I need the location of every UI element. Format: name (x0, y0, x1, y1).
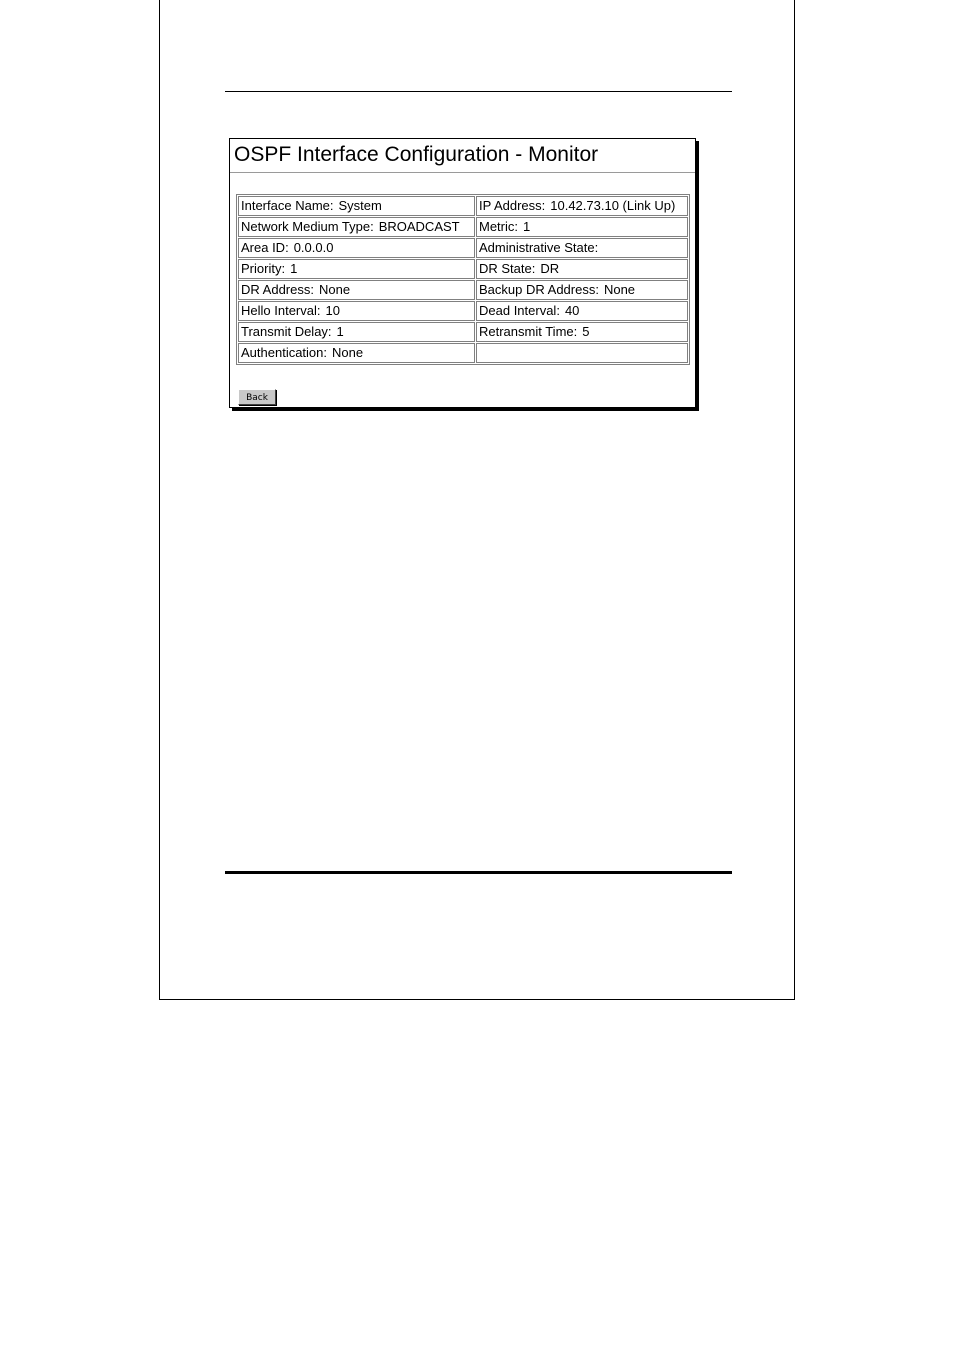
field-value: None (318, 282, 351, 297)
field-value: 1 (336, 324, 344, 339)
field-label: Transmit Delay: (241, 324, 332, 339)
field-value: 1 (290, 261, 298, 276)
field-value: 40 (564, 303, 580, 318)
field-label: Interface Name: (241, 198, 334, 213)
table-row (238, 259, 688, 279)
header-rule (225, 91, 732, 92)
field-value: 0.0.0.0 (293, 240, 334, 255)
table-row (238, 301, 688, 321)
dr-state-cell (476, 259, 688, 279)
page-title: OSPF Interface Configuration - Monitor (234, 143, 599, 166)
transmit-delay-cell (238, 322, 475, 342)
table-row (238, 196, 688, 216)
interface-name-cell (238, 196, 475, 216)
dead-interval-cell (476, 301, 688, 321)
field-label: Authentication: (241, 345, 328, 360)
field-label: Backup DR Address: (479, 282, 599, 297)
field-value: DR (540, 261, 560, 276)
priority-cell (238, 259, 475, 279)
field-label: Area ID: (241, 240, 289, 255)
table-row (238, 343, 688, 363)
field-label: Priority: (241, 261, 286, 276)
field-label: DR State: (479, 261, 536, 276)
ip-address-cell (476, 196, 688, 216)
admin-state-cell (476, 238, 688, 258)
title-divider (230, 172, 695, 173)
field-label: Administrative State: (479, 240, 599, 255)
hello-interval-cell (238, 301, 475, 321)
field-value: 10 (325, 303, 340, 318)
table-row (238, 217, 688, 237)
retransmit-time-cell (476, 322, 688, 342)
authentication-cell (238, 343, 475, 363)
field-value: None (332, 345, 364, 360)
dr-address-cell (238, 280, 475, 300)
footer-rule (225, 871, 732, 874)
field-value: BROADCAST (378, 219, 460, 234)
field-label: Metric: (479, 219, 518, 234)
field-label: DR Address: (241, 282, 314, 297)
field-value: 1 (523, 219, 531, 234)
empty-cell (476, 343, 688, 363)
metric-cell (476, 217, 688, 237)
field-label: Retransmit Time: (479, 324, 578, 339)
ospf-monitor-window (229, 138, 696, 408)
field-label: Network Medium Type: (241, 219, 374, 234)
interface-info-table (236, 194, 690, 365)
field-label: Hello Interval: (241, 303, 321, 318)
backup-dr-address-cell (476, 280, 688, 300)
back-button[interactable]: Back (238, 389, 276, 405)
field-label: Dead Interval: (479, 303, 560, 318)
table-row (238, 238, 688, 258)
table-row (238, 280, 688, 300)
field-value: 5 (582, 324, 590, 339)
field-value: 10.42.73.10 (Link Up) (550, 198, 676, 213)
network-medium-cell (238, 217, 475, 237)
table-row (238, 322, 688, 342)
area-id-cell (238, 238, 475, 258)
field-value: None (603, 282, 636, 297)
field-label: IP Address: (479, 198, 546, 213)
field-value: System (338, 198, 382, 213)
